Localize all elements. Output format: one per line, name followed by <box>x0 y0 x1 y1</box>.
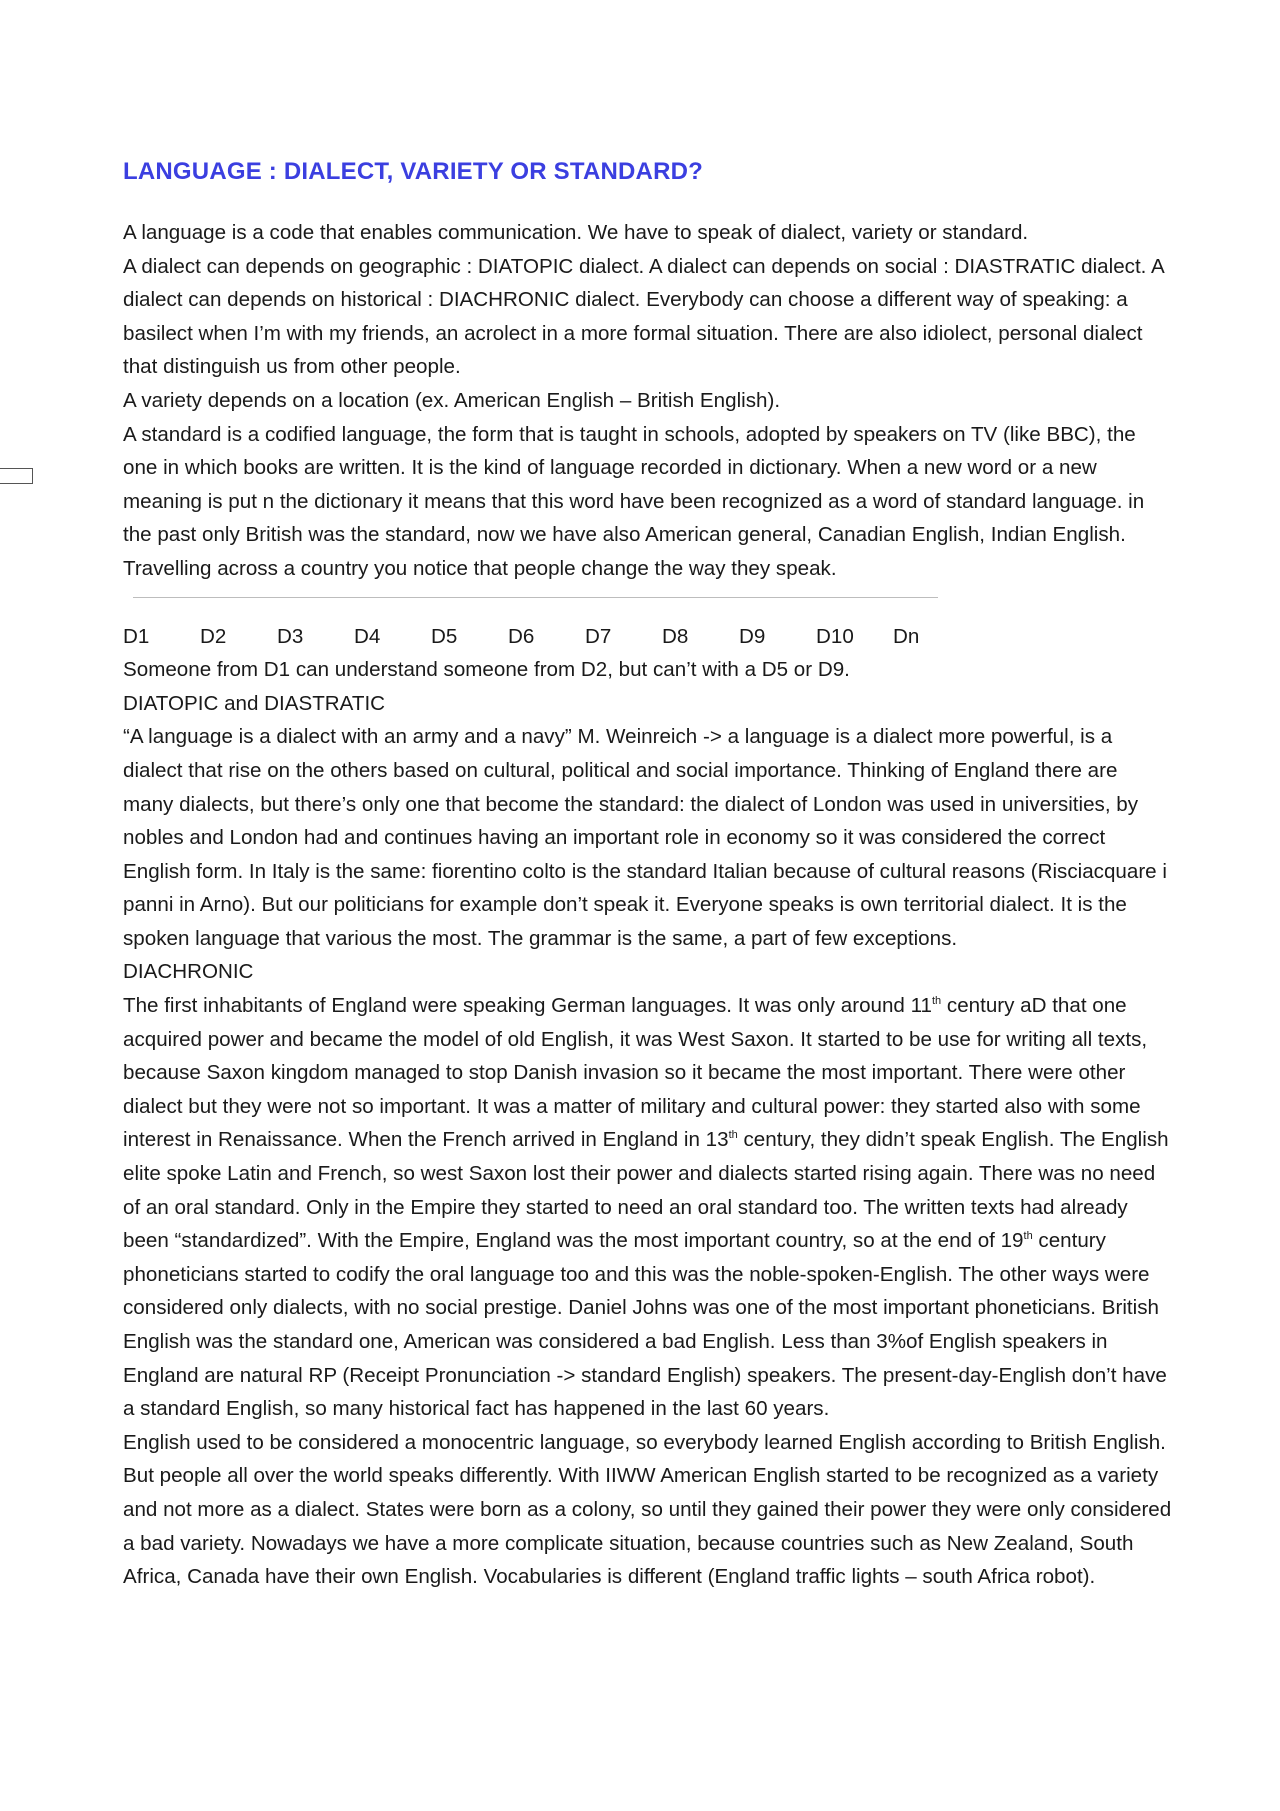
dialect-label: D4 <box>354 624 381 648</box>
dialect-label: D6 <box>508 624 535 648</box>
margin-comment-marker <box>0 468 33 484</box>
dialect-label: D7 <box>585 624 612 648</box>
paragraph-standard: A standard is a codified language, the form that is taught in schools, adopted by speakers on TV (like BBC), the one in which books are written. It is the kind of language recorded in dictionary. When a new word or a new meaning is put n the dictionary it means that this word have been recognized as a word of standard language. in the past only British was the standard, now we have also American general, Canadian English, Indian English. Travelling across a country you notice that people change the way they speak. <box>123 422 1145 580</box>
dialect-continuum-row <box>123 620 1173 654</box>
history-text-a: The first inhabitants of England were speaking German languages. It was only around 11 <box>123 994 932 1018</box>
paragraph-weinreich: “A language is a dialect with an army and a navy” M. Weinreich -> a language is a dialect more powerful, is a dialect that rise on the others based on cultural, political and social importance. Thinking of England there are many dialects, but there’s only one that become the standard: the dialect of London was used in universities, by nobles and London had and continues having an important role in economy so it was considered the correct English form. In Italy is the same: fiorentino colto is the standard Italian because of cultural reasons (Risciacquare i panni in Arno). But our politicians for example don’t speak it. Everyone speaks is own territorial dialect. It is the spoken language that various the most. The grammar is the same, a part of few exceptions. <box>123 725 1167 950</box>
dialect-label: D2 <box>200 624 227 648</box>
document-title: LANGUAGE : DIALECT, VARIETY OR STANDARD? <box>123 158 704 185</box>
paragraph-monocentric: English used to be considered a monocentric language, so everybody learned English according to British English. But people all over the world speaks differently. With IIWW American English started to be recognized as a variety and not more as a dialect. States were born as a colony, so until they gained their power they were only considered a bad variety. Nowadays we have a more complicate situation, because countries such as New Zealand, South Africa, Canada have their own English. Vocabularies is different (England traffic lights – south Africa robot). <box>123 1430 1172 1589</box>
dialect-label: D8 <box>662 624 689 648</box>
heading-diachronic: DIACHRONIC <box>123 960 254 984</box>
document-body <box>123 216 1173 1594</box>
paragraph-dialect: A dialect can depends on geographic : DIATOPIC dialect. A dialect can depends on social : DIASTRATIC dialect. A dialect can depends on historical : DIACHRONIC dialect. Everybody can choose a different way of speaking: a basilect when I’m with my friends, an acrolect in a more formal situation. There are also idiolect, personal dialect that distinguish us from other people. <box>123 254 1164 379</box>
dialect-label: D3 <box>277 624 304 648</box>
paragraph-history <box>123 989 1173 1426</box>
ordinal-suffix: th <box>728 1129 738 1142</box>
dialect-label: D5 <box>431 624 458 648</box>
spacer <box>123 598 1173 620</box>
history-text-c: century, they didn’t speak English. The English elite spoke Latin and French, so west Saxon lost their power and dialects started rising again. There was no need of an oral standard. Only in the Empire they started to need an oral standard too. The written texts had already been “standardized”. With the Empire, England was the most important country, so at the end of 19 <box>123 1128 1169 1253</box>
paragraph-intro: A language is a code that enables communication. We have to speak of dialect, variety or standard. <box>123 221 1029 244</box>
dialect-label: D10 <box>816 624 854 648</box>
ordinal-suffix: th <box>1023 1230 1033 1243</box>
history-text-b: century aD that one acquired power and became the model of old English, it was West Saxon. It started to be use for writing all texts, because Saxon kingdom managed to stop Danish invasion so it became the most important. There were other dialect but they were not so important. It was a matter of military and cultural power: they started also with some interest in Renaissance. When the French arrived in England in 13 <box>123 994 1148 1152</box>
dialect-label: D9 <box>739 624 766 648</box>
heading-diatopic-diastratic: DIATOPIC and DIASTRATIC <box>123 691 386 715</box>
dialect-label: D1 <box>123 624 150 648</box>
paragraph-variety: A variety depends on a location (ex. American English – British English). <box>123 388 781 412</box>
history-text-d: century phoneticians started to codify the oral language too and this was the noble-spoken-English. The other ways were considered only dialects, with no social prestige. Daniel Johns was one of the most important phoneticians. British English was the standard one, American was considered a bad English. Less than 3%of English speakers in England are natural RP (Receipt Pronunciation -> standard English) speakers. The present-day-English don’t have a standard English, so many historical fact has happened in the last 60 years. <box>123 1229 1167 1421</box>
dialect-label: Dn <box>893 624 920 648</box>
ordinal-suffix: th <box>931 995 942 1008</box>
paragraph-understanding: Someone from D1 can understand someone from D2, but can’t with a D5 or D9. <box>123 658 850 682</box>
